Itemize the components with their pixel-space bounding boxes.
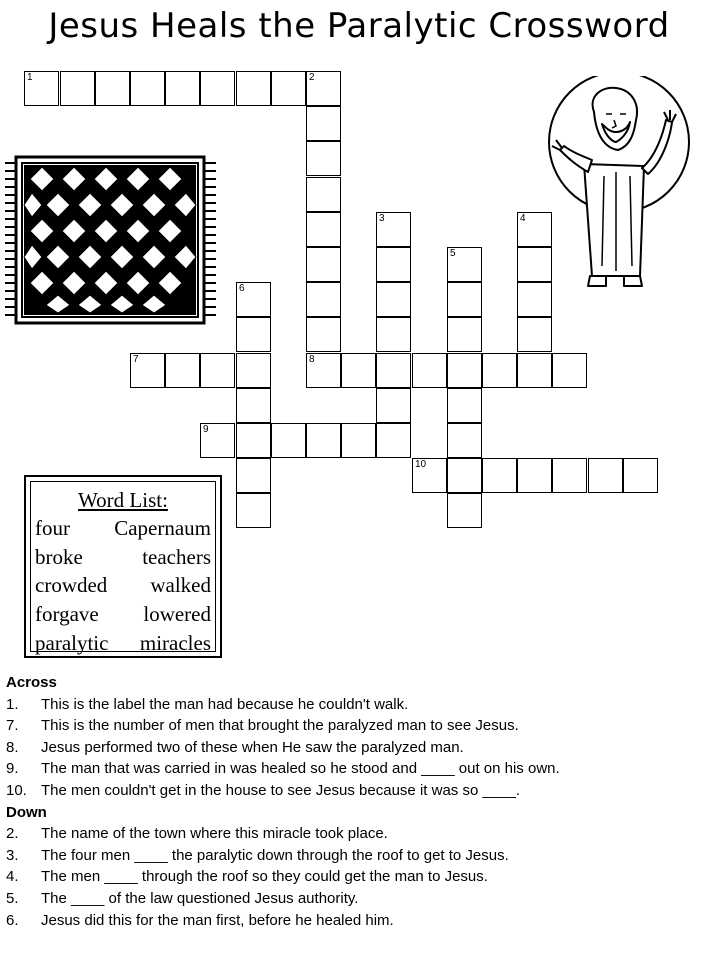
crossword-cell[interactable] [447, 458, 482, 493]
crossword-cell[interactable] [482, 458, 517, 493]
clue-number-label: 2 [309, 72, 315, 83]
word-list-item: broke [35, 545, 83, 569]
word-list-item: walked [150, 573, 211, 597]
crossword-cell[interactable] [24, 71, 59, 106]
mat-illustration-icon [2, 155, 220, 325]
crossword-cell[interactable] [236, 282, 271, 317]
crossword-cell[interactable] [376, 317, 411, 352]
crossword-cell[interactable] [341, 423, 376, 458]
crossword-cell[interactable] [588, 458, 623, 493]
crossword-cell[interactable] [306, 212, 341, 247]
clue-across-9: 9. The man that was carried in was healed so he stood and ____ out on his own. [6, 760, 560, 778]
crossword-cell[interactable] [517, 317, 552, 352]
word-list-item: forgave [35, 602, 99, 626]
crossword-cell[interactable] [376, 247, 411, 282]
word-list-row [35, 573, 211, 597]
word-list-item: Capernaum [114, 516, 211, 540]
crossword-cell[interactable] [306, 317, 341, 352]
crossword-cell[interactable] [306, 353, 341, 388]
crossword-cell[interactable] [517, 458, 552, 493]
word-list-title: Word List: [78, 488, 168, 512]
crossword-cell[interactable] [271, 423, 306, 458]
crossword-cell[interactable] [306, 106, 341, 141]
crossword-cell[interactable] [447, 353, 482, 388]
clue-down-3: 3. The four men ____ the paralytic down through the roof to get to Jesus. [6, 846, 509, 864]
crossword-cell[interactable] [306, 247, 341, 282]
clue-number-label: 7 [133, 354, 139, 365]
crossword-cell[interactable] [376, 353, 411, 388]
crossword-cell[interactable] [376, 212, 411, 247]
word-list-item: paralytic [35, 631, 109, 655]
crossword-cell[interactable] [447, 282, 482, 317]
crossword-cell[interactable] [165, 353, 200, 388]
crossword-cell[interactable] [200, 423, 235, 458]
crossword-cell[interactable] [306, 282, 341, 317]
clue-down-4: 4. The men ____ through the roof so they could get the man to Jesus. [6, 868, 488, 886]
crossword-cell[interactable] [376, 282, 411, 317]
crossword-cell[interactable] [236, 353, 271, 388]
across-heading: Across [6, 674, 57, 691]
clue-number-label: 6 [239, 283, 245, 294]
word-list-item: four [35, 516, 70, 540]
word-list-box [24, 475, 222, 658]
crossword-cell[interactable] [623, 458, 658, 493]
clue-down-2: 2. The name of the town where this miracle took place. [6, 825, 388, 843]
crossword-cell[interactable] [271, 71, 306, 106]
word-list-item: lowered [143, 602, 211, 626]
crossword-cell[interactable] [447, 493, 482, 528]
crossword-cell[interactable] [341, 353, 376, 388]
word-list-row [35, 631, 211, 655]
crossword-cell[interactable] [236, 493, 271, 528]
crossword-cell[interactable] [306, 141, 341, 176]
jesus-illustration-icon [544, 76, 694, 291]
crossword-cell[interactable] [447, 317, 482, 352]
crossword-cell[interactable] [165, 71, 200, 106]
clue-down-6: 6. Jesus did this for the man first, before he healed him. [6, 911, 394, 929]
crossword-cell[interactable] [412, 353, 447, 388]
crossword-cell[interactable] [236, 423, 271, 458]
clue-number-label: 9 [203, 424, 209, 435]
crossword-cell[interactable] [130, 353, 165, 388]
clue-number-label: 4 [520, 213, 526, 224]
clue-number-label: 3 [379, 213, 385, 224]
word-list-item: crowded [35, 573, 108, 597]
crossword-cell[interactable] [236, 458, 271, 493]
page-title: Jesus Heals the Paralytic Crossword [48, 6, 670, 46]
crossword-cell[interactable] [200, 353, 235, 388]
clue-down-5: 5. The ____ of the law questioned Jesus authority. [6, 889, 359, 907]
clue-across-8: 8. Jesus performed two of these when He saw the paralyzed man. [6, 738, 464, 756]
crossword-cell[interactable] [447, 423, 482, 458]
crossword-cell[interactable] [306, 177, 341, 212]
clue-across-7: 7. This is the number of men that brought the paralyzed man to see Jesus. [6, 717, 519, 735]
crossword-cell[interactable] [236, 71, 271, 106]
crossword-cell[interactable] [376, 423, 411, 458]
word-list-row [35, 516, 211, 540]
crossword-cell[interactable] [306, 71, 341, 106]
clue-number-label: 10 [415, 459, 427, 470]
clue-number-label: 8 [309, 354, 315, 365]
crossword-cell[interactable] [95, 71, 130, 106]
crossword-cell[interactable] [552, 458, 587, 493]
word-list-row [35, 602, 211, 626]
crossword-cell[interactable] [376, 388, 411, 423]
crossword-cell[interactable] [552, 353, 587, 388]
word-list-item: teachers [142, 545, 211, 569]
crossword-cell[interactable] [236, 317, 271, 352]
clue-number-label: 1 [27, 72, 33, 83]
down-heading: Down [6, 803, 47, 821]
clue-number-label: 5 [450, 248, 456, 259]
clue-across-10: 10. The men couldn't get in the house to see Jesus because it was so ____. [6, 781, 520, 799]
crossword-cell[interactable] [200, 71, 235, 106]
crossword-cell[interactable] [412, 458, 447, 493]
crossword-cell[interactable] [130, 71, 165, 106]
crossword-cell[interactable] [447, 388, 482, 423]
clues-section [6, 672, 706, 931]
crossword-cell[interactable] [482, 353, 517, 388]
crossword-cell[interactable] [447, 247, 482, 282]
crossword-cell[interactable] [517, 353, 552, 388]
word-list-row [35, 545, 211, 569]
word-list-item: miracles [139, 631, 211, 655]
crossword-cell[interactable] [236, 388, 271, 423]
crossword-cell[interactable] [306, 423, 341, 458]
clue-across-1: 1. This is the label the man had because he couldn't walk. [6, 695, 409, 713]
crossword-cell[interactable] [60, 71, 95, 106]
